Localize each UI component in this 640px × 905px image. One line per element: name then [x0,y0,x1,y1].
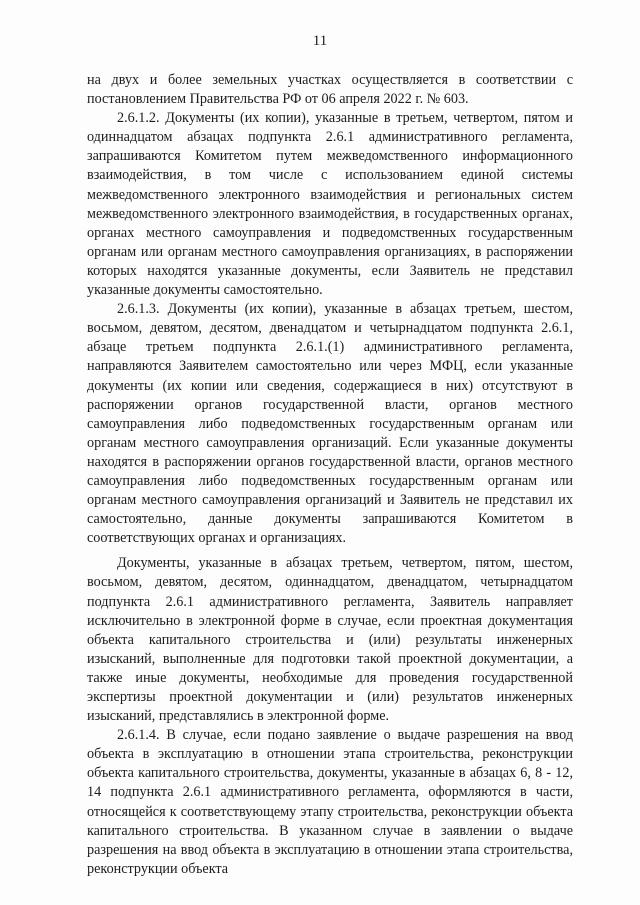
paragraph-electronic-documents: Документы, указанные в абзацах третьем, четвертом, пятом, шестом, восьмом, девятом, десятом, одиннадцатом, двенадцатом, четырнадцатом подпункта 2.6.1 административного регламента, Заявитель направляет исключительно в электронной форме в случае, если проектная документация объекта капитального строительства и (или) результаты инженерных изысканий, выполненные для подготовки такой проектной документации, а также иные документы, необходимые для проведения государственной экспертизы проектной документации и (или) результатов инженерных изысканий, представлялись в электронной форме. [87,555,573,725]
page-number: 11 [312,33,328,49]
document-body [87,71,573,879]
paragraph-2-6-1-4: 2.6.1.4. В случае, если подано заявление о выдаче разрешения на ввод объекта в эксплуатацию в отношении этапа строительства, реконструкции объекта капитального строительства, документы, указанные в абзацах 6, 8 - 12, 14 подпункта 2.6.1 административного регламента, оформляются в части, относящейся к соответствующему этапу строительства, реконструкции объекта капитального строительства. В указанном случае в заявлении о выдаче разрешения на ввод объекта в эксплуатацию в отношении этапа строительства, реконструкции объекта [87,727,573,877]
paragraph-continuation: на двух и более земельных участках осуществляется в соответствии с постановлением Правительства РФ от 06 апреля 2022 г. № 603. [87,72,573,108]
paragraph-2-6-1-3: 2.6.1.3. Документы (их копии), указанные в абзацах третьем, шестом, восьмом, девятом, десятом, двенадцатом и четырнадцатом подпункта 2.6.1, абзаце третьем подпункта 2.6.1.(1) административного регламента, направляются Заявителем самостоятельно или через МФЦ, если указанные документы (их копии или сведения, содержащиеся в них) отсутствуют в распоряжении органов государственной власти, органов местного самоуправления либо подведомственных государственным органам или органам местного самоуправления организаций. Если указанные документы находятся в распоряжении органов государственной власти, органов местного самоуправления либо подведомственных государственным органам или органам местного самоуправления организаций и Заявитель не представил их самостоятельно, данные документы запрашиваются Комитетом в соответствующих органах и организациях. [87,301,573,547]
paragraph-2-6-1-2: 2.6.1.2. Документы (их копии), указанные в третьем, четвертом, пятом и одиннадцатом абзацах подпункта 2.6.1 административного регламента, запрашиваются Комитетом путем межведомственного информационного взаимодействия, в том числе с использованием единой системы межведомственного электронного взаимодействия и региональных систем межведомственного электронного взаимодействия, в государственных органах, органах местного самоуправления и подведомственных государственным органам или органам местного самоуправления организациях, в распоряжении которых находятся указанные документы, если Заявитель не представил указанные документы самостоятельно. [87,110,573,299]
